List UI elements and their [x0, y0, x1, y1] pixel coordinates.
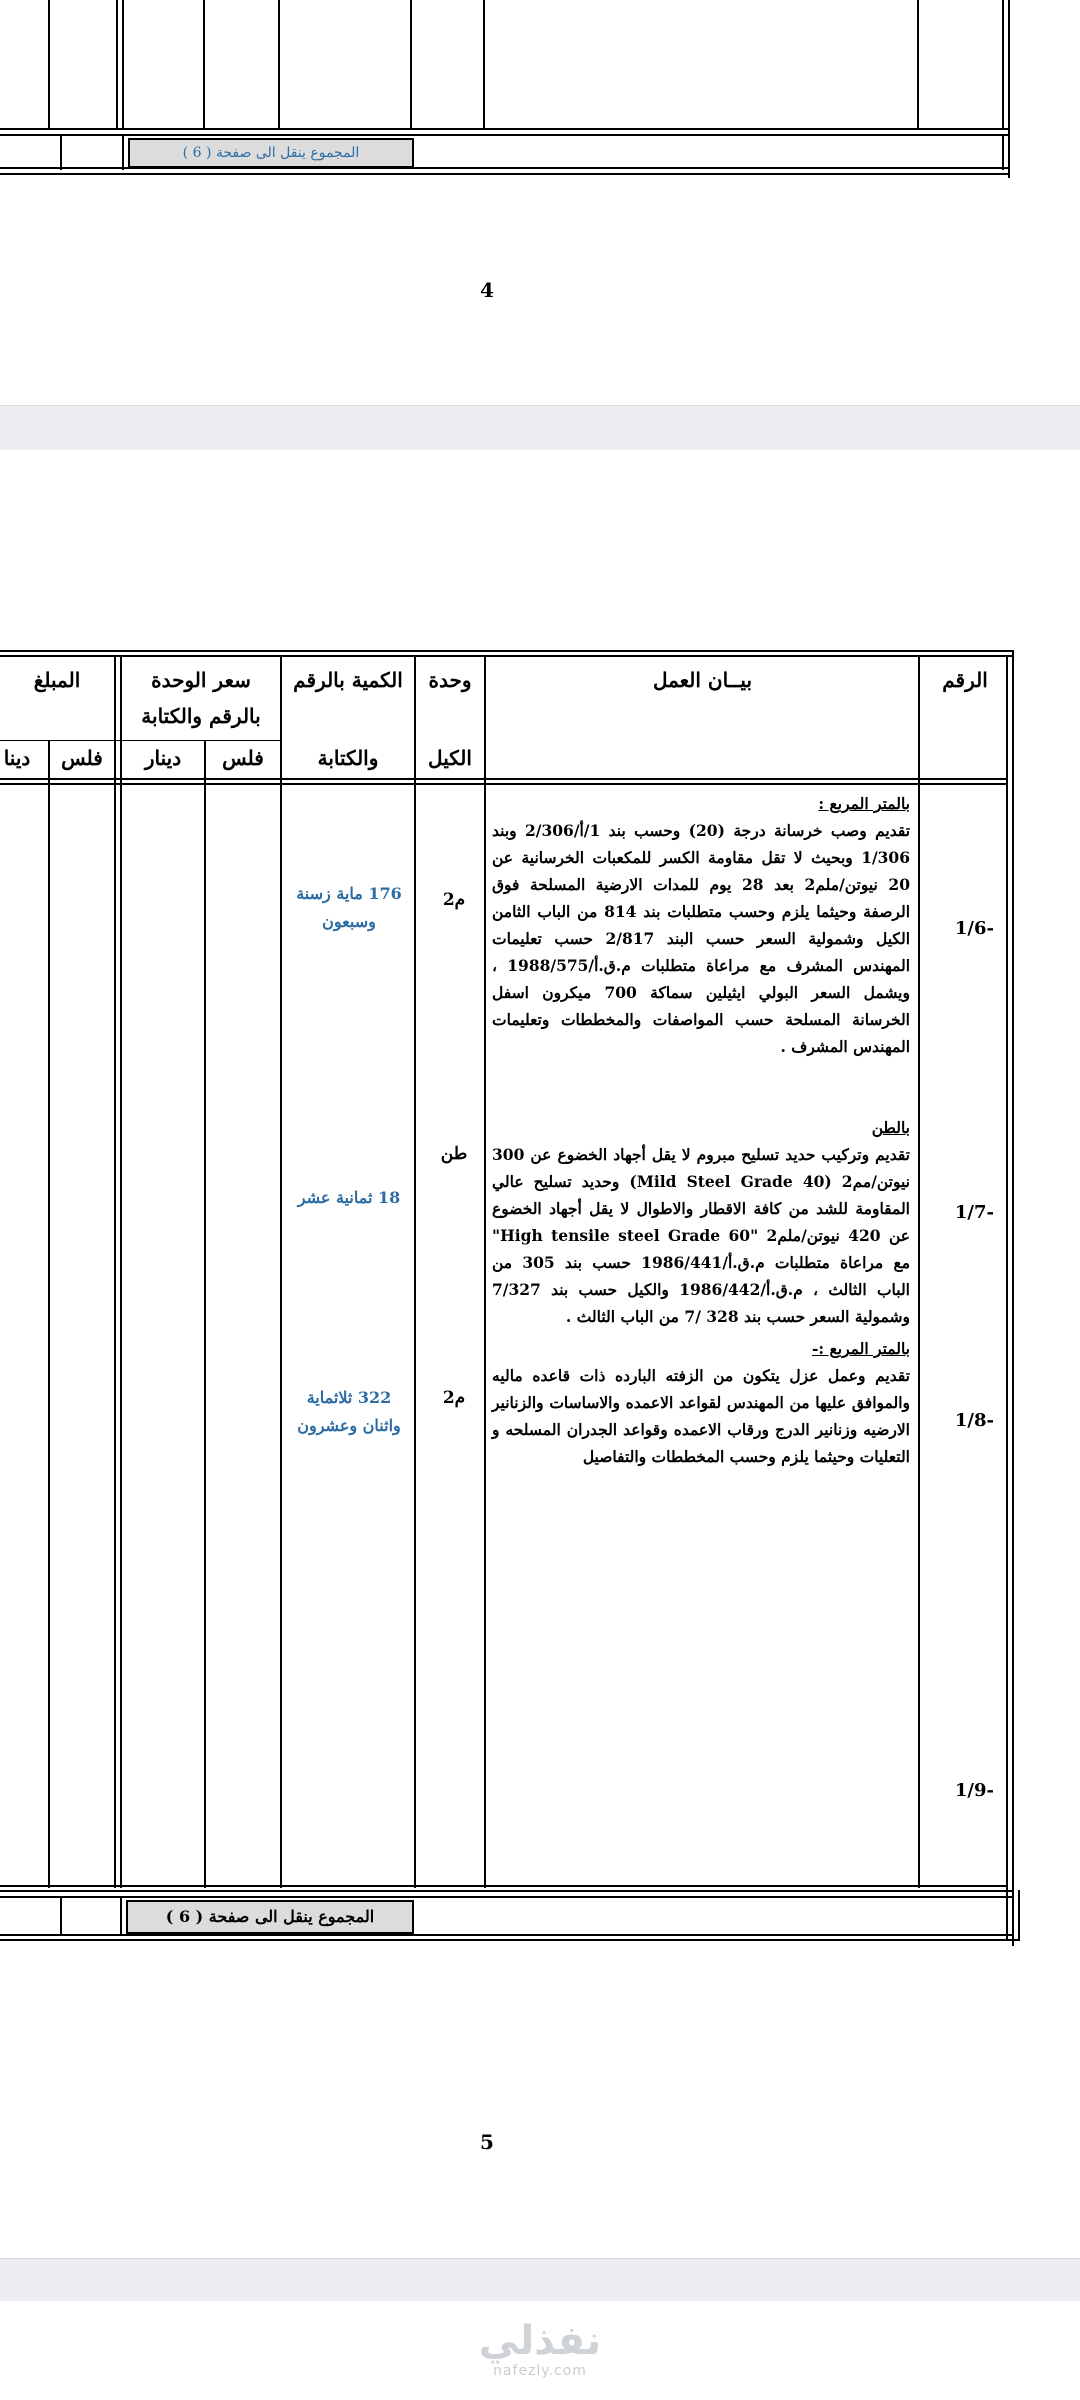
header-amount-dinar: دينا [3, 746, 31, 770]
col-line-fils [204, 740, 206, 1888]
row-unit: م2 [442, 890, 466, 910]
col-line [410, 0, 412, 130]
table-border [0, 650, 1014, 652]
page-4-tail [0, 0, 1080, 405]
table-border [1006, 655, 1008, 1941]
header-unit-price-2: بالرقم والكتابة [141, 704, 261, 728]
table-border [0, 1885, 1008, 1887]
nafezly-domain: nafezly.com [493, 2363, 587, 2379]
col-line [122, 0, 124, 130]
row-heading: بالمتر المربع :- [811, 1339, 910, 1358]
row-quantity: 176 ماية زسنة وسبعون [296, 884, 402, 931]
row-text: تقديم وعمل عزل يتكون من الزفته البارده ذات قاعده ماليه والموافق عليها من المهندس لقواعد الاعمده والاساسات والزنانير الارضيه وزنانير الدرج ورقاب الاعمده وقواعد الجدران المسلحه و التعليات وحيثما يلزم وحسب المخططات والتفاصيل [492, 1366, 910, 1466]
row-unit: م2 [442, 1388, 466, 1408]
col-line [120, 1896, 122, 1936]
table-border [0, 134, 1010, 136]
col-line [1008, 0, 1010, 178]
col-line [1012, 1890, 1014, 1941]
table-border [0, 1896, 1014, 1898]
col-line [60, 134, 62, 170]
col-line-unit [414, 655, 416, 1888]
header-border [0, 778, 1008, 780]
row-description [492, 1335, 910, 1470]
row-description [492, 1114, 910, 1330]
col-line [917, 0, 919, 130]
col-line [48, 0, 50, 130]
col-line-desc [484, 655, 486, 1888]
table-border [0, 1934, 1014, 1936]
page-number: 5 [480, 2130, 494, 2154]
row-description [492, 790, 910, 1060]
header-unit-price: سعر الوحدة [151, 668, 251, 692]
row-number: 1/6- [954, 918, 994, 939]
row-heading: بالمتر المربع : [818, 794, 910, 813]
table-border [0, 1939, 1020, 1941]
page-gap [0, 2258, 1080, 2302]
row-number: 1/9- [954, 1780, 994, 1801]
table-border [1012, 650, 1014, 1946]
header-border [0, 783, 1008, 785]
page-gap [0, 405, 1080, 451]
header-number: الرقم [942, 668, 988, 692]
row-quantity: 322 ثلاثماية واثنان وعشرون [297, 1388, 401, 1435]
col-line-price-double [114, 655, 116, 1888]
row-text: تقديم وصب خرسانة درجة (20) وحسب بند 1/أ/2/306 وبند 1/306 وبحيث لا تقل مقاومة الكسر للمكعبات الخرسانية عن 20 نيوتن/ملم2 بعد 28 يوم للمدات الارضية المسلحة فوق الرصفة وحيثما يلزم وحسب متطلبات بند 814 من الباب الثامن الكيل وشمولية السعر حسب البند 2/817 حسب تعليمات المهندس المشرف مع مراعاة متطلبات م.ق.أ/1988/575 ، ويشمل السعر البولي ايثيلين سماكة 700 ميكرون اسفل الخرسانة المسلحة حسب المواصفات والمخططات وتعليمات المهندس المشرف . [492, 821, 911, 1056]
header-sub-line [0, 740, 280, 741]
header-dinar: دينار [144, 746, 182, 770]
site-footer [0, 2301, 1080, 2400]
col-line-qty [280, 655, 282, 1888]
col-line [1002, 134, 1004, 170]
header-quantity-2: والكتابة [317, 746, 379, 770]
carry-total-box: المجموع ينقل الى صفحة ( 6 ) [126, 1900, 414, 1934]
col-line [278, 0, 280, 130]
page-number: 4 [480, 278, 494, 302]
col-line [483, 0, 485, 130]
header-description: بيــان العمل [652, 668, 753, 692]
table-border [0, 655, 1014, 657]
row-number: 1/8- [954, 1410, 994, 1431]
col-line [60, 1896, 62, 1936]
row-unit: طن [440, 1144, 468, 1164]
table-border [0, 1890, 1014, 1892]
col-line [1018, 1890, 1020, 1941]
row-text: تقديم وتركيب حديد تسليح مبروم لا يقل أجهاد الخضوع عن 300 نيوتن/مم2 (Mild Steel Grade 40) وحديد تسليح عالي المقاومة للشد من كافة الاقطار والاطوال لا يقل أجهاد الخضوع عن 420 نيوتن/ملم2 "High tensile steel Grade 60" مع مراعاة متطلبات م.ق.أ/1986/441 حسب بند 305 من الباب الثالث ، م.ق.أ/1986/442 والكيل حسب بند 7/327 وشمولية السعر حسب بند 328 /7 من الباب الثالث . [492, 1145, 911, 1326]
col-line-number [918, 655, 920, 1888]
header-amount: المبلغ [33, 668, 81, 692]
col-line-amount-fils [48, 740, 50, 1888]
row-number: 1/7- [954, 1202, 994, 1223]
header-amount-fils: فلس [61, 746, 103, 770]
col-line-price [120, 655, 122, 1888]
row-heading: بالطن [871, 1118, 910, 1137]
header-unit: وحدة [428, 668, 472, 692]
header-unit-2: الكيل [428, 746, 472, 770]
header-fils: فلس [222, 746, 264, 770]
page-5 [0, 450, 1080, 2258]
table-border [0, 128, 1010, 130]
row-quantity: 18 ثمانية عشر [297, 1188, 401, 1207]
col-line [122, 134, 124, 170]
col-line [203, 0, 205, 130]
carry-total-box: المجموع ينقل الى صفحة ( 6 ) [128, 138, 414, 168]
table-border [0, 173, 1010, 175]
col-line [1002, 0, 1004, 130]
nafezly-logo[interactable]: نفذلي [478, 2318, 602, 2364]
header-quantity: الكمية بالرقم [293, 668, 403, 692]
col-line [116, 0, 118, 130]
